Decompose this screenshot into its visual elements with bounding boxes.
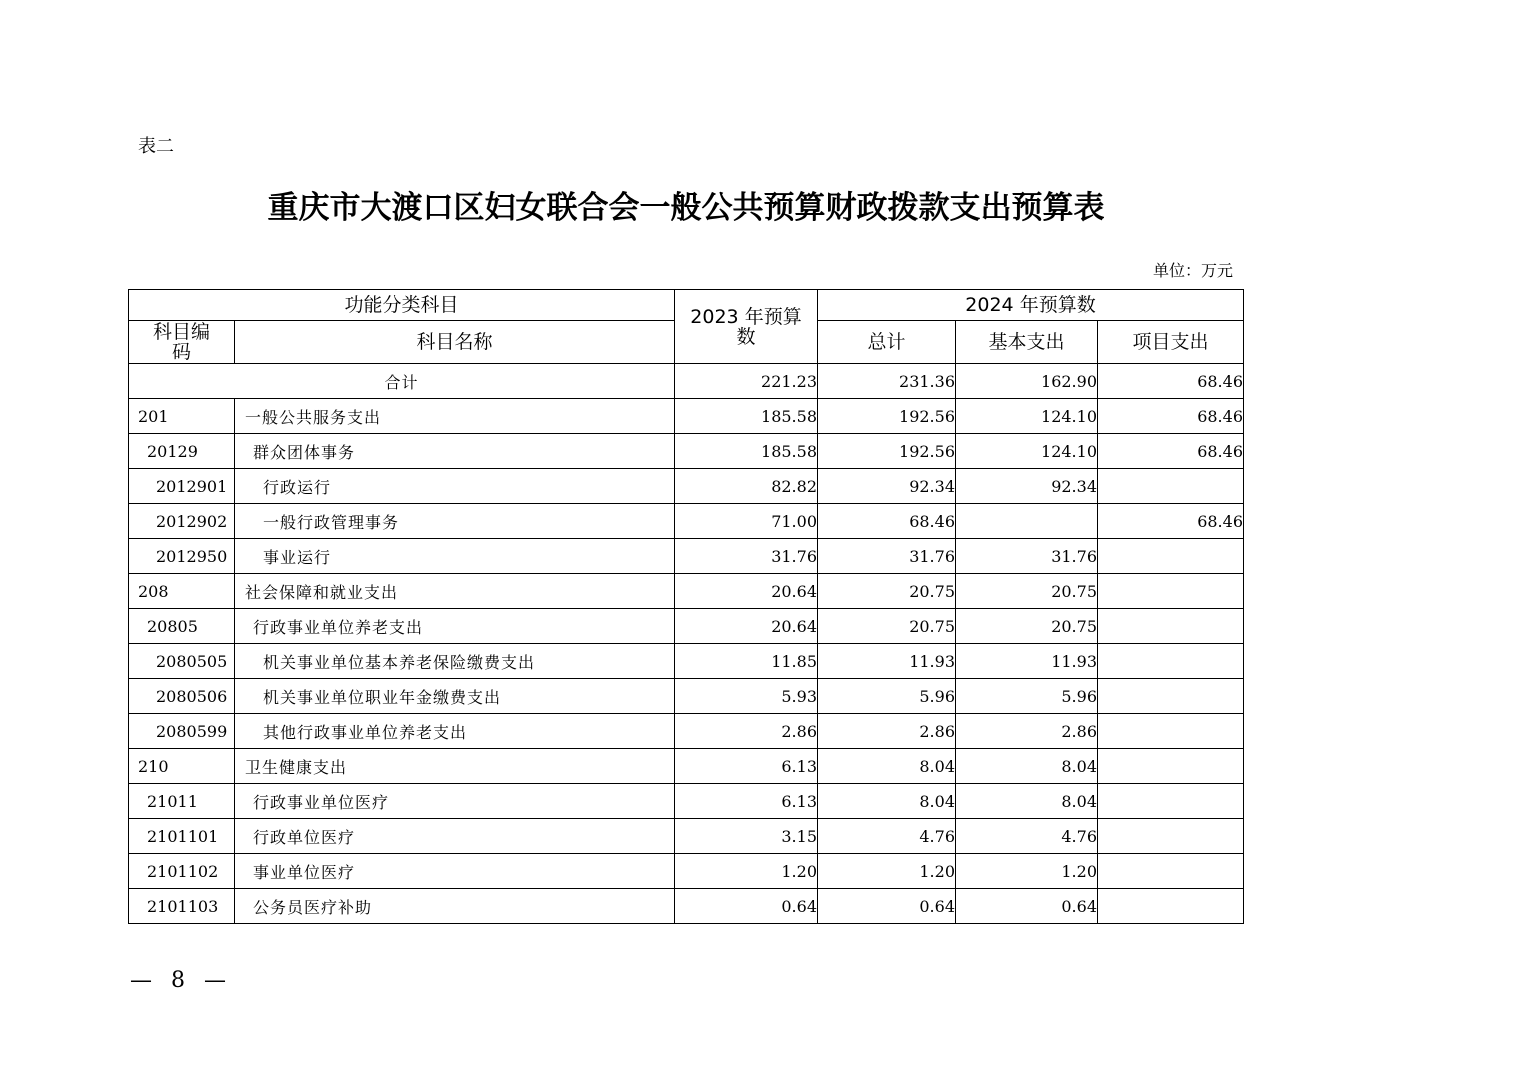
basic-value <box>956 504 1098 539</box>
subject-name: 一般公共服务支出 <box>235 399 675 434</box>
header-code: 科目编码 <box>129 321 235 364</box>
subject-code: 210 <box>129 749 235 784</box>
total-value: 4.76 <box>818 819 956 854</box>
basic-value: 2.86 <box>956 714 1098 749</box>
table-row <box>129 749 1244 784</box>
subject-code: 208 <box>129 574 235 609</box>
project-value <box>1098 714 1244 749</box>
total-row <box>129 364 1244 399</box>
header-name: 科目名称 <box>235 321 675 364</box>
subject-code: 2080505 <box>129 644 235 679</box>
subject-code: 201 <box>129 399 235 434</box>
table-row <box>129 889 1244 924</box>
project-value <box>1098 784 1244 819</box>
header-project: 项目支出 <box>1098 321 1244 364</box>
basic-value: 11.93 <box>956 644 1098 679</box>
project-value <box>1098 679 1244 714</box>
total-value: 192.56 <box>818 399 956 434</box>
subject-code: 2080599 <box>129 714 235 749</box>
basic-value: 124.10 <box>956 434 1098 469</box>
project-value: 68.46 <box>1098 434 1244 469</box>
budget-2023-value: 1.20 <box>675 854 818 889</box>
total-value: 68.46 <box>818 504 956 539</box>
basic-value: 31.76 <box>956 539 1098 574</box>
table-label: 表二 <box>138 136 174 157</box>
budget-2023-value: 20.64 <box>675 574 818 609</box>
total-value: 5.96 <box>818 679 956 714</box>
subject-name: 公务员医疗补助 <box>235 889 675 924</box>
table-row <box>129 539 1244 574</box>
subject-code: 20805 <box>129 609 235 644</box>
table-row <box>129 469 1244 504</box>
budget-2023-value: 71.00 <box>675 504 818 539</box>
subject-name: 行政运行 <box>235 469 675 504</box>
subject-code: 2012902 <box>129 504 235 539</box>
table-row <box>129 574 1244 609</box>
project-value <box>1098 539 1244 574</box>
subject-code: 21011 <box>129 784 235 819</box>
project-value <box>1098 609 1244 644</box>
basic-value: 20.75 <box>956 609 1098 644</box>
subject-name: 其他行政事业单位养老支出 <box>235 714 675 749</box>
basic-value: 8.04 <box>956 784 1098 819</box>
basic-value: 4.76 <box>956 819 1098 854</box>
total-value: 192.56 <box>818 434 956 469</box>
project-value <box>1098 749 1244 784</box>
subject-code: 2012950 <box>129 539 235 574</box>
table-row <box>129 434 1244 469</box>
project-value <box>1098 644 1244 679</box>
budget-2023-value: 5.93 <box>675 679 818 714</box>
unit-label: 单位：万元 <box>1152 261 1233 280</box>
table-row <box>129 854 1244 889</box>
table-row <box>129 504 1244 539</box>
subject-code: 2101103 <box>129 889 235 924</box>
page-title: 重庆市大渡口区妇女联合会一般公共预算财政拨款支出预算表 <box>267 190 1105 226</box>
basic-value: 5.96 <box>956 679 1098 714</box>
subject-name: 一般行政管理事务 <box>235 504 675 539</box>
table-row <box>129 399 1244 434</box>
table-row <box>129 714 1244 749</box>
basic-value: 124.10 <box>956 399 1098 434</box>
basic-value: 1.20 <box>956 854 1098 889</box>
budget-2023-value: 2.86 <box>675 714 818 749</box>
total-total: 231.36 <box>818 364 956 399</box>
project-value <box>1098 889 1244 924</box>
table-row <box>129 819 1244 854</box>
subject-code: 2012901 <box>129 469 235 504</box>
total-label: 合计 <box>129 364 675 399</box>
subject-code: 2080506 <box>129 679 235 714</box>
total-value: 1.20 <box>818 854 956 889</box>
subject-name: 机关事业单位基本养老保险缴费支出 <box>235 644 675 679</box>
budget-2023-value: 185.58 <box>675 434 818 469</box>
header-total: 总计 <box>818 321 956 364</box>
budget-2023-value: 20.64 <box>675 609 818 644</box>
subject-name: 事业单位医疗 <box>235 854 675 889</box>
budget-2023-value: 6.13 <box>675 784 818 819</box>
budget-2023-value: 31.76 <box>675 539 818 574</box>
basic-value: 8.04 <box>956 749 1098 784</box>
project-value: 68.46 <box>1098 399 1244 434</box>
subject-code: 20129 <box>129 434 235 469</box>
page-number: — 8 — <box>130 968 232 993</box>
header-budget-2024: 2024 年预算数 <box>818 290 1244 321</box>
subject-code: 2101102 <box>129 854 235 889</box>
project-value <box>1098 574 1244 609</box>
total-value: 20.75 <box>818 609 956 644</box>
total-budget-2023: 221.23 <box>675 364 818 399</box>
project-value <box>1098 854 1244 889</box>
subject-name: 行政事业单位医疗 <box>235 784 675 819</box>
total-value: 0.64 <box>818 889 956 924</box>
budget-2023-value: 82.82 <box>675 469 818 504</box>
total-value: 11.93 <box>818 644 956 679</box>
project-value <box>1098 469 1244 504</box>
subject-name: 行政单位医疗 <box>235 819 675 854</box>
basic-value: 0.64 <box>956 889 1098 924</box>
total-value: 20.75 <box>818 574 956 609</box>
basic-value: 92.34 <box>956 469 1098 504</box>
total-project: 68.46 <box>1098 364 1244 399</box>
table-row <box>129 644 1244 679</box>
total-basic: 162.90 <box>956 364 1098 399</box>
subject-name: 机关事业单位职业年金缴费支出 <box>235 679 675 714</box>
total-value: 2.86 <box>818 714 956 749</box>
total-value: 92.34 <box>818 469 956 504</box>
total-value: 8.04 <box>818 749 956 784</box>
budget-2023-value: 185.58 <box>675 399 818 434</box>
total-value: 8.04 <box>818 784 956 819</box>
total-value: 31.76 <box>818 539 956 574</box>
budget-2023-value: 6.13 <box>675 749 818 784</box>
table-row <box>129 679 1244 714</box>
subject-name: 行政事业单位养老支出 <box>235 609 675 644</box>
project-value <box>1098 819 1244 854</box>
budget-table <box>128 289 1244 924</box>
budget-2023-value: 3.15 <box>675 819 818 854</box>
table-row <box>129 784 1244 819</box>
header-func-category: 功能分类科目 <box>129 290 675 321</box>
budget-2023-value: 11.85 <box>675 644 818 679</box>
subject-name: 群众团体事务 <box>235 434 675 469</box>
subject-name: 卫生健康支出 <box>235 749 675 784</box>
subject-code: 2101101 <box>129 819 235 854</box>
basic-value: 20.75 <box>956 574 1098 609</box>
table-row <box>129 609 1244 644</box>
subject-name: 事业运行 <box>235 539 675 574</box>
header-budget-2023: 2023 年预算数 <box>675 290 818 364</box>
budget-2023-value: 0.64 <box>675 889 818 924</box>
project-value: 68.46 <box>1098 504 1244 539</box>
header-basic: 基本支出 <box>956 321 1098 364</box>
subject-name: 社会保障和就业支出 <box>235 574 675 609</box>
